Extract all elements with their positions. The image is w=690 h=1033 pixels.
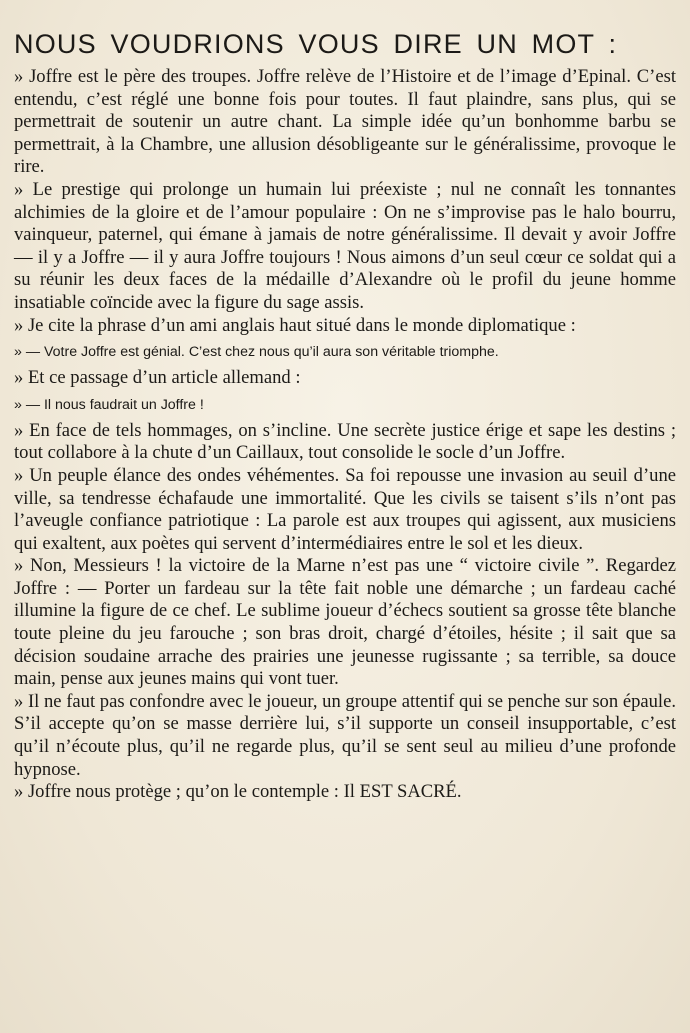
paragraph-9: » Joffre nous protège ; qu’on le contemple : Il EST SACRÉ. [14, 781, 462, 803]
paragraph-7: » Non, Messieurs ! la victoire de la Marne n’est pas une “ victoire civile ”. Regardez Joffre : — Porter un fardeau sur la tête fait noble une démarche ; un fardeau caché illumine la figure de ce chef. Le sublime joueur d’échecs soutient sa grosse tête blanche toute pleine du jeu farouche ; son bras droit, chargé d’étoiles, hésite ; il sait que sa décision soudaine arrache des prairies une jeunesse rugissante ; sa terrible, sa douce main, pense aux jeunes mains qui vont tuer. [14, 555, 676, 690]
paragraph-1: » Joffre est le père des troupes. Joffre relève de l’Histoire et de l’image d’Epinal. C’est entendu, c’est réglé une bonne fois pour toutes. Il faut plaindre, sans plus, qui se permettrait de soutenir un autre chant. La simple idée qu’un bonhomme barbu se permettrait, à la Chambre, une allusion désobligeante sur le généralissime, provoque le rire. [14, 66, 676, 178]
paragraph-5: » En face de tels hommages, on s’incline. Une secrète justice érige et sape les destins ; tout collabore à la chute d’un Caillaux, tout consolide le socle d’un Joffre. [14, 419, 676, 464]
page-title: NOUS VOUDRIONS VOUS DIRE UN MOT : [14, 29, 618, 59]
paragraph-4: » Et ce passage d’un article allemand : [14, 367, 301, 389]
paragraph-8: » Il ne faut pas confondre avec le joueur, un groupe attentif qui se penche sur son épaule. S’il accepte qu’on se masse derrière lui, s’il supporte un conseil insupportable, c’est qu’il n’écoute plus, qu’il ne regarde plus, qu’il se sent seul au milieu d’une profonde hypnose. [14, 690, 676, 780]
paragraph-3: » Je cite la phrase d’un ami anglais haut situé dans le monde diplomatique : [14, 314, 576, 336]
paragraph-6: » Un peuple élance des ondes véhémentes. Sa foi repousse une invasion au seuil d’une ville, sa tendresse échafaude une immortalité. Que les civils se taisent s’ils n’ont pas l’aveugle confiance patriotique : La parole est aux troupes qui agissent, aux musiciens qui exaltent, aux poètes qui servent d’intermédiaires entre le sol et les dieux. [14, 464, 676, 554]
paragraph-2: » Le prestige qui prolonge un humain lui préexiste ; nul ne connaît les tonnantes alchimies de la gloire et de l’amour populaire : On ne s’improvise pas le halo bourru, vainqueur, paternel, qui émane à jamais de notre généralissime. Il devait y avoir Joffre — il y a Joffre — il y aura Joffre toujours ! Nous aimons d’un seul cœur ce soldat qui a su réunir les deux faces de la médaille d’Alexandre où le profil du jeune homme insatiable coïncide avec la figure du sage assis. [14, 178, 676, 313]
quote-english-friend: » — Votre Joffre est génial. C’est chez nous qu’il aura son véritable triomphe. [14, 344, 499, 361]
quote-german-article: » — Il nous faudrait un Joffre ! [14, 396, 204, 413]
